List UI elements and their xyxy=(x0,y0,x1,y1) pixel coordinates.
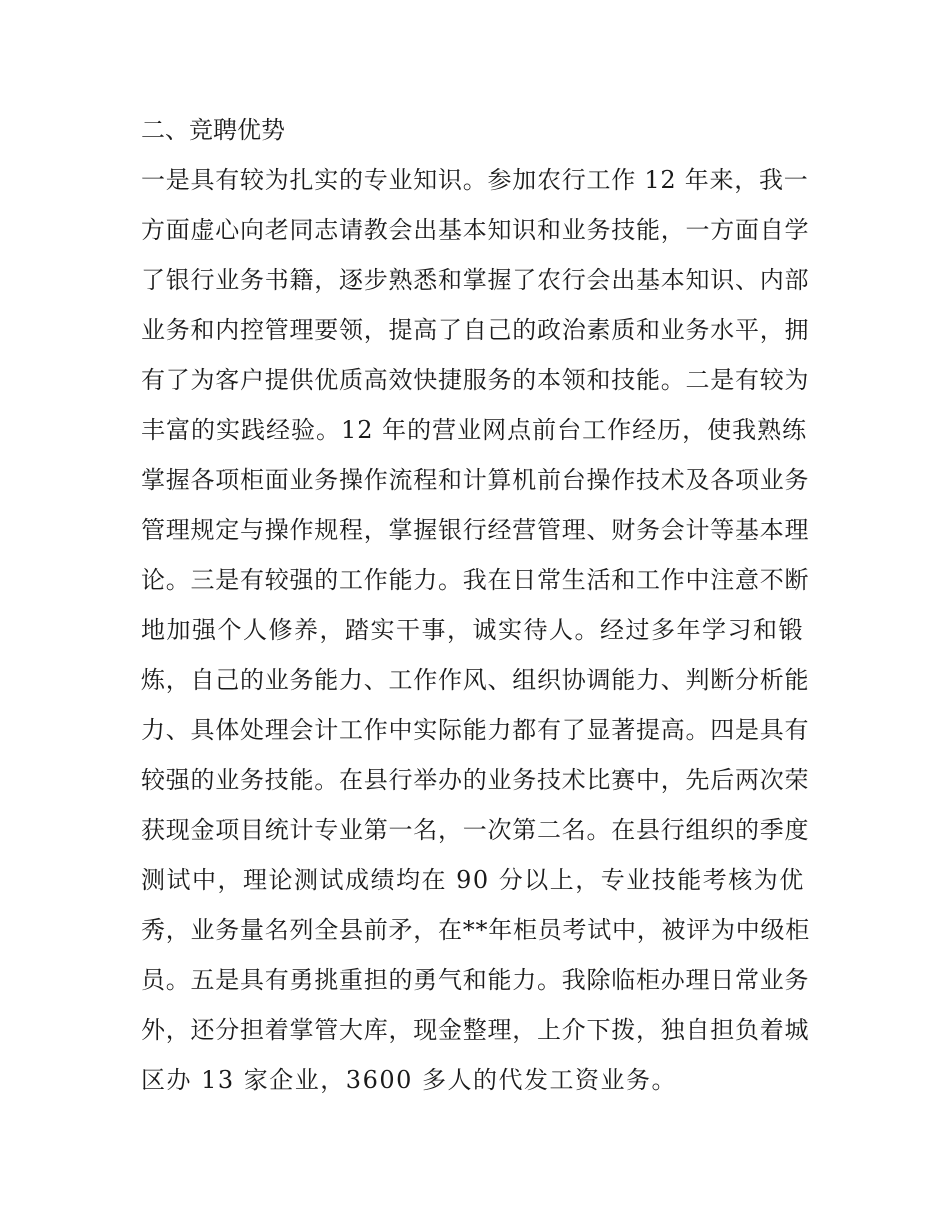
paragraph-line: 区办 13 家企业，3600 多人的代发工资业务。 xyxy=(141,1066,678,1094)
paragraph-line: 管理规定与操作规程，掌握银行经营管理、财务会计等基本理 xyxy=(141,516,810,544)
paragraph-line: 掌握各项柜面业务操作流程和计算机前台操作技术及各项业务 xyxy=(141,466,810,494)
paragraph-line: 丰富的实践经验。12 年的营业网点前台工作经历，使我熟练 xyxy=(141,416,808,444)
section-heading: 二、竞聘优势 xyxy=(141,116,285,144)
paragraph-line: 炼，自己的业务能力、工作作风、组织协调能力、判断分析能 xyxy=(141,666,810,694)
paragraph-line: 外，还分担着掌管大库，现金整理，上介下拨，独自担负着城 xyxy=(141,1016,810,1044)
paragraph-line: 了银行业务书籍，逐步熟悉和掌握了农行会出基本知识、内部 xyxy=(141,266,810,294)
paragraph-line: 方面虚心向老同志请教会出基本知识和业务技能，一方面自学 xyxy=(141,216,810,244)
paragraph-line: 地加强个人修养，踏实干事，诚实待人。经过多年学习和锻 xyxy=(141,616,804,644)
paragraph-line: 秀，业务量名列全县前矛，在**年柜员考试中，被评为中级柜 xyxy=(141,916,810,944)
paragraph-line: 力、具体处理会计工作中实际能力都有了显著提高。四是具有 xyxy=(141,716,810,744)
paragraph-line: 论。三是有较强的工作能力。我在日常生活和工作中注意不断 xyxy=(141,566,810,594)
paragraph-line: 业务和内控管理要领，提高了自己的政治素质和业务水平，拥 xyxy=(141,316,810,344)
paragraph-line: 员。五是具有勇挑重担的勇气和能力。我除临柜办理日常业务 xyxy=(141,966,810,994)
paragraph-line: 有了为客户提供优质高效快捷服务的本领和技能。二是有较为 xyxy=(141,366,810,394)
paragraph-line: 获现金项目统计专业第一名，一次第二名。在县行组织的季度 xyxy=(141,816,810,844)
paragraph-line: 较强的业务技能。在县行举办的业务技术比赛中，先后两次荣 xyxy=(141,766,810,794)
paragraph-line: 一是具有较为扎实的专业知识。参加农行工作 12 年来，我一 xyxy=(141,166,809,194)
paragraph-line: 测试中，理论测试成绩均在 90 分以上，专业技能考核为优 xyxy=(141,866,805,894)
